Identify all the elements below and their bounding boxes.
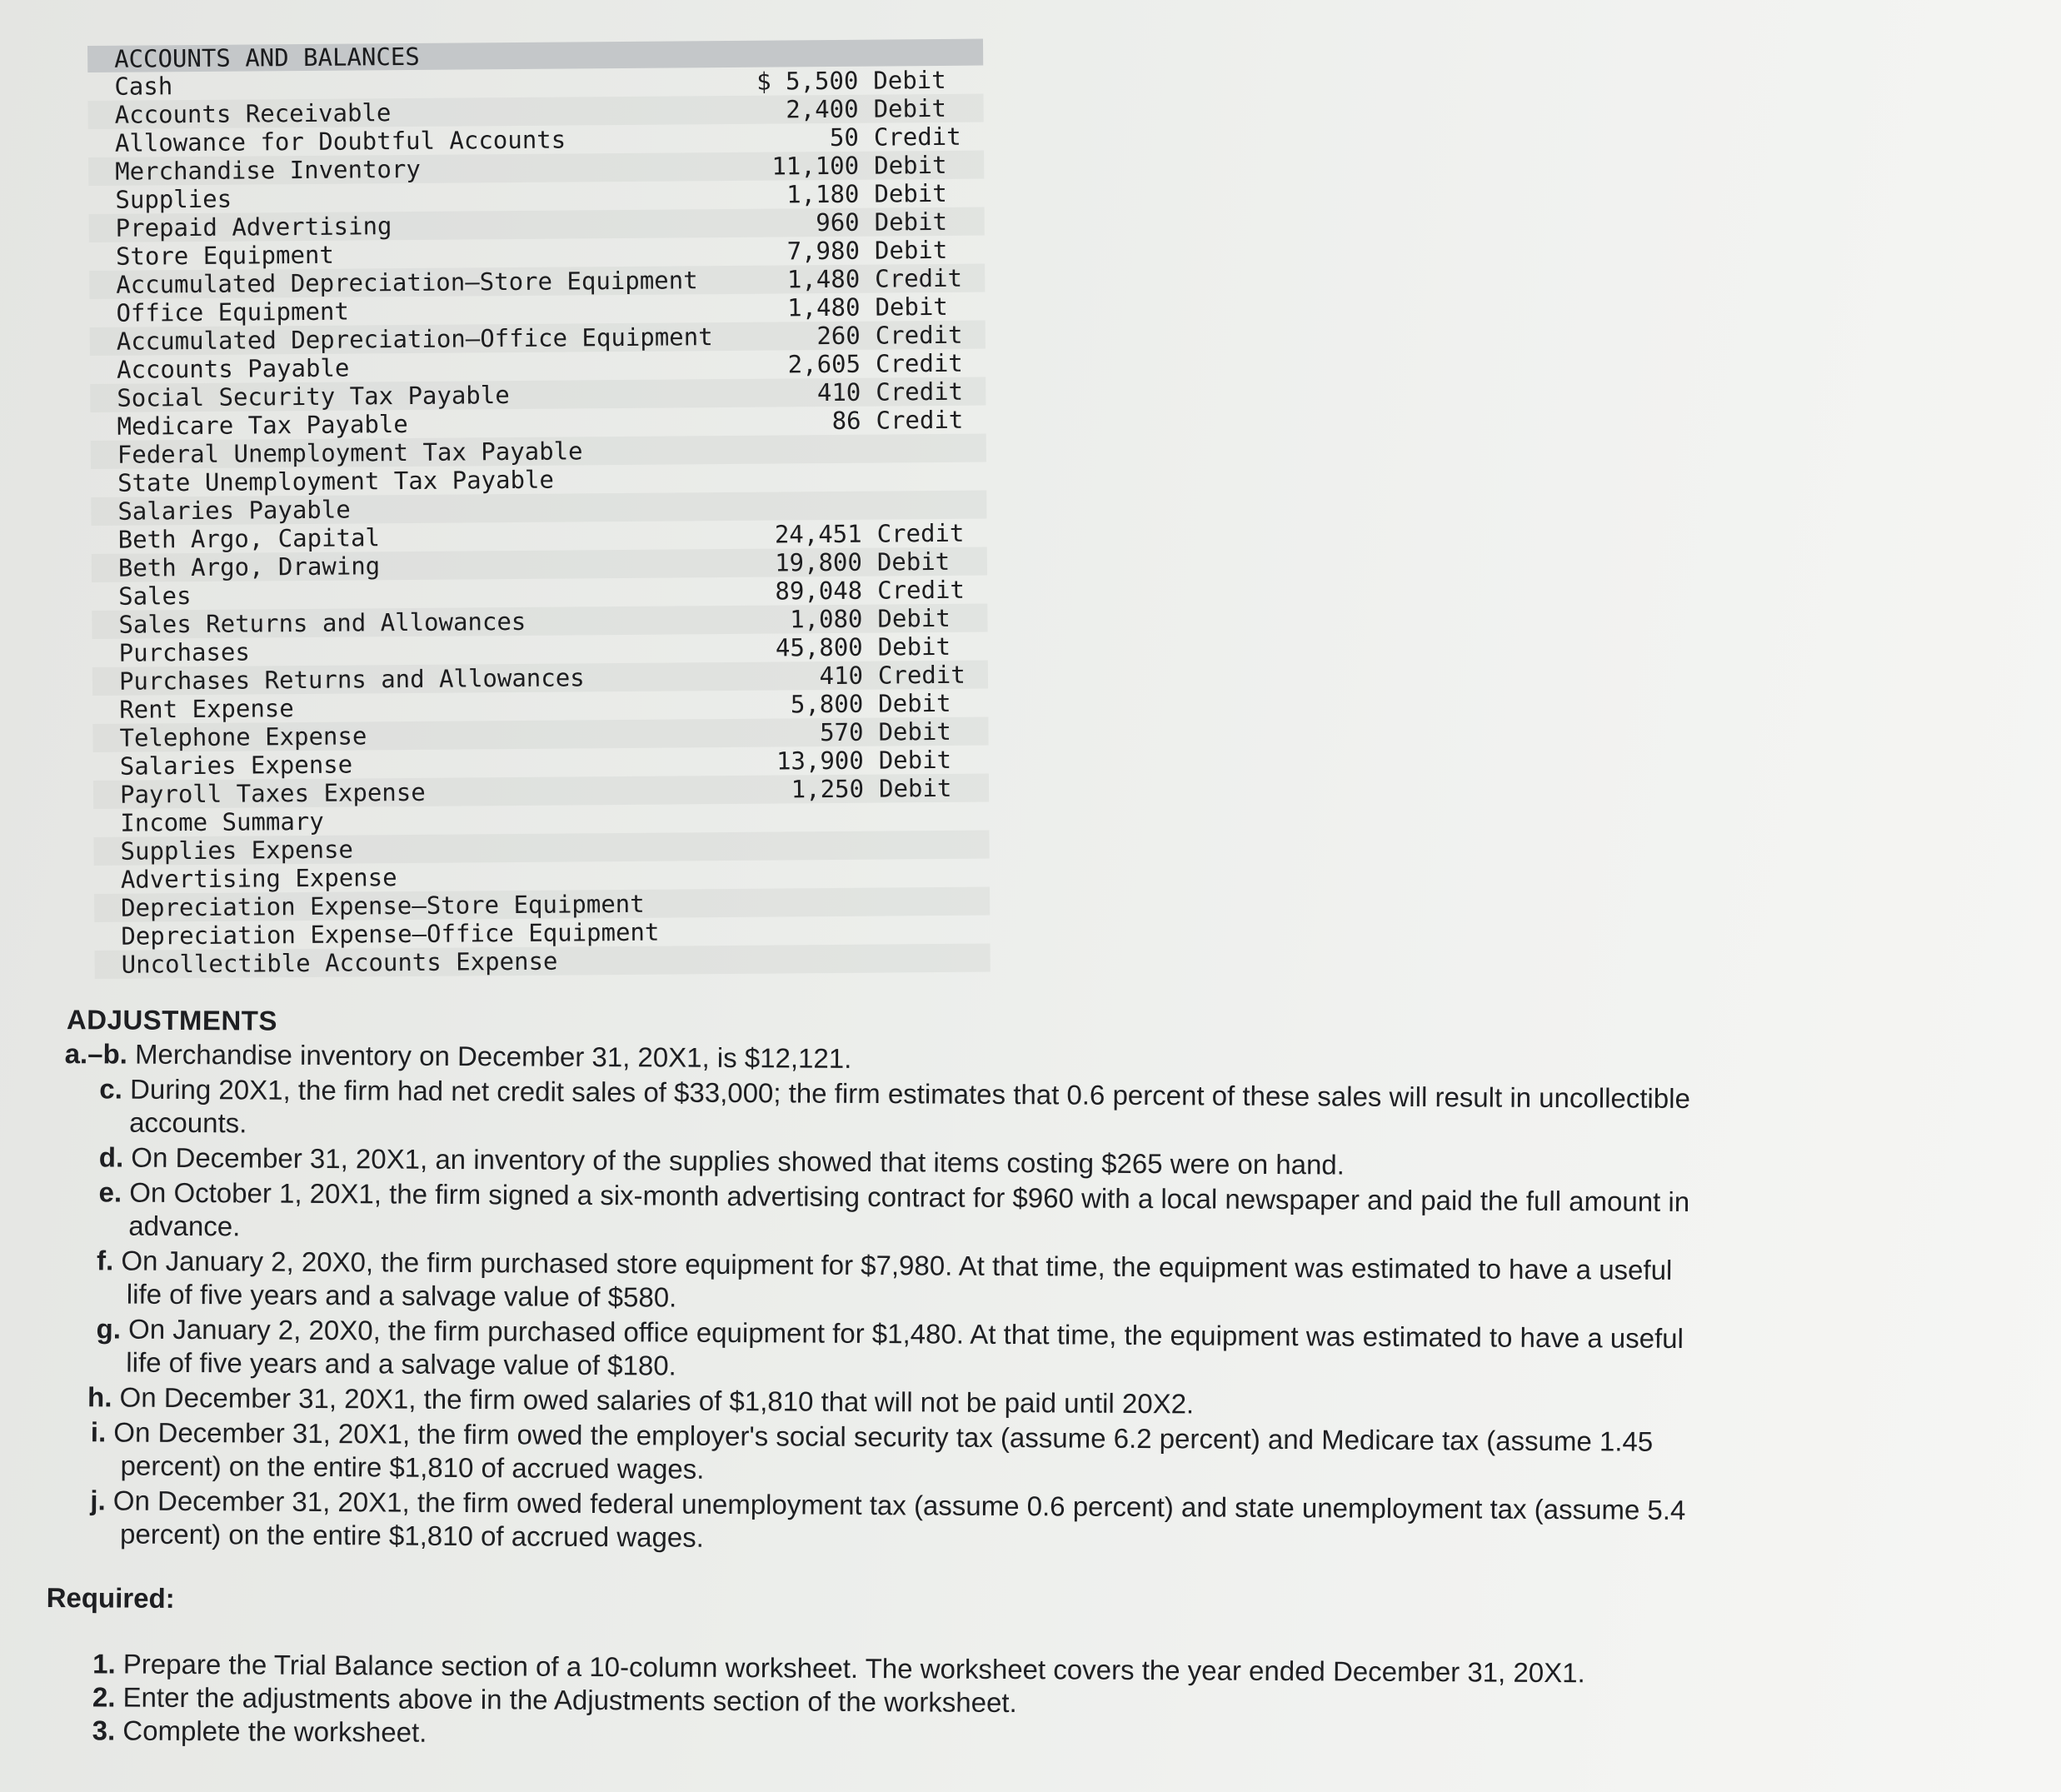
account-balance — [751, 716, 951, 747]
balance-amount: 1,180 — [786, 179, 860, 209]
account-name: Federal Unemployment Tax Payable — [117, 437, 583, 469]
balance-amount — [753, 967, 866, 968]
balance-side: Debit — [877, 603, 951, 633]
account-balance — [746, 65, 946, 96]
adjustment-letter: a.–b. — [64, 1038, 127, 1070]
adjustment-text: On December 31, 20X1, the firm owed the employer's social security tax (assume 6.2 percent) and Medicare tax (assume 1.45 — [113, 1416, 1654, 1457]
adjustment-text: On December 31, 20X1, the firm owed salaries of $1,810 that will not be paid until 20X2. — [119, 1381, 1195, 1420]
balance-amount: 960 — [816, 207, 860, 237]
balance-side: Debit — [876, 547, 951, 577]
adjustment-item — [47, 1415, 1863, 1493]
account-balance — [750, 603, 951, 634]
adjustment-letter: d. — [98, 1141, 124, 1173]
balance-amount: 2,400 — [786, 94, 859, 124]
account-balance — [746, 93, 947, 124]
account-balance — [751, 773, 952, 804]
account-name: Payroll Taxes Expense — [119, 777, 426, 809]
balance-side: Credit — [876, 518, 965, 548]
adjustment-letter: h. — [87, 1381, 112, 1413]
account-balance — [746, 122, 961, 152]
balance-side: Debit — [873, 65, 946, 95]
balance-amount: 1,080 — [789, 604, 863, 634]
account-balance — [750, 575, 966, 606]
balance-amount: 410 — [816, 377, 861, 407]
balance-side: Debit — [878, 745, 952, 775]
adjustment-letter: g. — [96, 1313, 122, 1345]
balance-amount: 86 — [831, 406, 861, 435]
account-balance — [747, 263, 963, 294]
account-name: Depreciation Expense–Store Equipment — [120, 889, 645, 922]
adjustment-letter: e. — [98, 1176, 122, 1208]
account-balance — [747, 235, 948, 266]
balance-amount: 1,480 — [786, 264, 861, 294]
balance-amount: 570 — [819, 717, 864, 747]
account-name: Cash — [114, 72, 173, 101]
balance-amount: 1,480 — [787, 292, 861, 322]
adjustments-heading: ADJUSTMENTS — [66, 1004, 278, 1036]
balance-amount: 260 — [816, 321, 861, 351]
adjustment-item — [48, 1176, 1864, 1253]
account-name: Medicare Tax Payable — [117, 409, 408, 441]
balance-side: Debit — [878, 773, 952, 803]
required-text: Prepare the Trial Balance section of a 10-column worksheet. The worksheet covers the year ended December 31, 20X1. — [122, 1648, 1585, 1689]
balance-side: Debit — [878, 688, 951, 718]
account-name: Rent Expense — [119, 694, 294, 724]
account-balance — [750, 547, 951, 577]
account-balance — [749, 462, 941, 492]
account-name: Accounts Payable — [116, 353, 350, 384]
account-name: Salaries Expense — [119, 750, 353, 781]
adjustment-text: On January 2, 20X0, the firm purchased office equipment for $1,480. At that time, the equipment was estimated to have a useful — [128, 1313, 1684, 1354]
required-heading: Required: — [46, 1581, 175, 1614]
account-name: Advertising Expense — [120, 863, 397, 894]
balance-amount: $ 5,500 — [756, 66, 859, 96]
adjustment-item — [49, 1072, 1865, 1150]
balance-side: Debit — [873, 93, 947, 123]
required-number: 3. — [92, 1715, 116, 1746]
account-balance — [751, 802, 943, 832]
adjustment-letter: i. — [90, 1416, 107, 1448]
account-balance — [747, 292, 948, 322]
account-balance — [748, 320, 963, 351]
account-name: Beth Argo, Drawing — [117, 552, 381, 582]
account-balance — [751, 688, 951, 719]
balance-amount: 45,800 — [775, 632, 863, 662]
account-balance — [748, 348, 963, 379]
adjustment-text-continued: life of five years and a salvage value of $580. — [126, 1278, 677, 1313]
account-name: Sales Returns and Allowances — [118, 606, 526, 639]
adjustment-text: On December 31, 20X1, an inventory of the supplies showed that items costing $265 were on hand. — [131, 1141, 1345, 1181]
adjustment-text-continued: life of five years and a salvage value of $180. — [126, 1346, 676, 1381]
account-name: Merchandise Inventory — [115, 154, 421, 186]
account-balance — [751, 745, 952, 776]
balance-amount: 5,800 — [790, 689, 864, 719]
adjustment-letter: j. — [90, 1485, 106, 1516]
adjustments-list — [47, 1037, 1866, 1561]
balance-side: Debit — [874, 150, 947, 180]
account-name: Office Equipment — [116, 297, 350, 327]
account-balance — [751, 660, 966, 691]
adjustment-text: On December 31, 20X1, the firm owed federal unemployment tax (assume 0.6 percent) and state unemployment tax (assume 5.4 — [112, 1485, 1686, 1526]
adjustment-item — [47, 1484, 1863, 1561]
balance-side: Debit — [875, 292, 948, 322]
balance-side: Credit — [876, 405, 964, 435]
table-row — [95, 944, 991, 979]
accounts-and-balances-table — [87, 39, 991, 979]
balance-amount — [749, 457, 861, 458]
account-name: Supplies — [115, 184, 232, 214]
adjustment-text: Merchandise inventory on December 31, 20X1, is $12,121. — [134, 1038, 852, 1074]
balance-amount: 19,800 — [774, 547, 863, 577]
balance-amount: 24,451 — [774, 519, 862, 549]
account-name: Accumulated Depreciation–Store Equipment — [116, 266, 698, 299]
required-number: 1. — [92, 1648, 116, 1680]
balance-amount: 410 — [819, 661, 864, 691]
account-balance — [749, 518, 965, 549]
account-balance — [749, 491, 941, 521]
balance-amount: 2,605 — [787, 349, 861, 379]
account-balance — [752, 887, 944, 917]
account-balance — [749, 434, 941, 464]
adjustment-letter: f. — [97, 1245, 114, 1276]
adjustment-text-continued: percent) on the entire $1,810 of accrued wages. — [120, 1518, 705, 1553]
balance-side: Credit — [877, 575, 966, 605]
account-balance — [746, 150, 947, 181]
account-name: Depreciation Expense–Office Equipment — [121, 917, 660, 951]
required-text: Complete the worksheet. — [122, 1715, 427, 1748]
account-name: Allowance for Doubtful Accounts — [114, 125, 566, 157]
account-balance — [752, 859, 944, 889]
account-name: Sales — [118, 582, 192, 611]
account-name: Social Security Tax Payable — [117, 381, 510, 412]
account-balance — [748, 405, 964, 436]
account-balance — [751, 631, 951, 662]
balance-amount: 50 — [829, 122, 860, 152]
balance-amount: 7,980 — [786, 236, 861, 266]
account-balance — [747, 207, 948, 237]
adjustment-letter: c. — [99, 1073, 123, 1105]
table-header: ACCOUNTS AND BALANCES — [87, 39, 983, 72]
account-name: Accumulated Depreciation–Office Equipment — [116, 322, 713, 356]
account-name: Supplies Expense — [120, 835, 354, 866]
balance-side: Credit — [875, 348, 963, 378]
balance-amount — [752, 939, 865, 940]
account-name: Telephone Expense — [119, 721, 367, 752]
balance-side: Credit — [876, 377, 964, 407]
problem-text — [46, 1004, 1866, 1758]
adjustment-text: On January 2, 20X0, the firm purchased store equipment for $7,980. At that time, the equipment was estimated to have a useful — [121, 1245, 1673, 1285]
adjustment-text-continued: advance. — [128, 1210, 241, 1242]
balance-amount — [752, 854, 865, 855]
balance-side: Credit — [875, 320, 963, 350]
adjustment-text-continued: percent) on the entire $1,810 of accrued wages. — [120, 1450, 705, 1485]
account-name: Accounts Receivable — [114, 98, 392, 129]
account-name: Purchases — [118, 637, 250, 667]
balance-amount: 11,100 — [771, 151, 860, 181]
account-name: Prepaid Advertising — [115, 212, 392, 242]
account-name: Store Equipment — [115, 240, 335, 271]
balance-side: Debit — [874, 178, 947, 208]
adjustment-text-continued: accounts. — [129, 1106, 247, 1139]
adjustment-item — [48, 1244, 1864, 1321]
account-name: Salaries Payable — [117, 495, 351, 526]
balance-side: Debit — [877, 631, 951, 661]
account-balance — [746, 178, 947, 209]
account-name: State Unemployment Tax Payable — [117, 465, 555, 497]
account-balance — [752, 916, 944, 946]
required-text: Enter the adjustments above in the Adjustments section of the worksheet. — [122, 1681, 1017, 1719]
required-number: 2. — [92, 1681, 116, 1713]
account-name: Beth Argo, Capital — [117, 523, 381, 554]
table-body — [87, 66, 991, 979]
balance-side: Debit — [874, 207, 948, 237]
balance-amount — [749, 514, 861, 515]
balance-side: Debit — [878, 716, 951, 746]
adjustment-text: During 20X1, the firm had net credit sales of $33,000; the firm estimates that 0.6 percent of these sales will result in uncollectible — [129, 1073, 1690, 1115]
balance-side: Credit — [875, 263, 963, 293]
balance-side: Credit — [873, 122, 961, 152]
account-balance — [751, 831, 943, 861]
account-name: Income Summary — [120, 806, 324, 837]
required-list — [46, 1647, 1863, 1758]
account-name: Purchases Returns and Allowances — [118, 663, 585, 696]
balance-amount — [749, 486, 861, 487]
account-name: Uncollectible Accounts Expense — [121, 946, 558, 979]
account-balance — [753, 944, 945, 974]
account-balance — [748, 377, 964, 407]
adjustment-item — [47, 1312, 1864, 1390]
balance-side: Credit — [877, 660, 966, 690]
balance-amount: 13,900 — [776, 746, 864, 776]
balance-amount — [752, 882, 865, 883]
balance-amount: 1,250 — [791, 774, 865, 804]
adjustment-text: On October 1, 20X1, the firm signed a six-month advertising contract for $960 with a local newspaper and paid the full amount in — [129, 1176, 1690, 1218]
balance-side: Debit — [874, 235, 948, 265]
balance-amount: 89,048 — [775, 576, 863, 606]
